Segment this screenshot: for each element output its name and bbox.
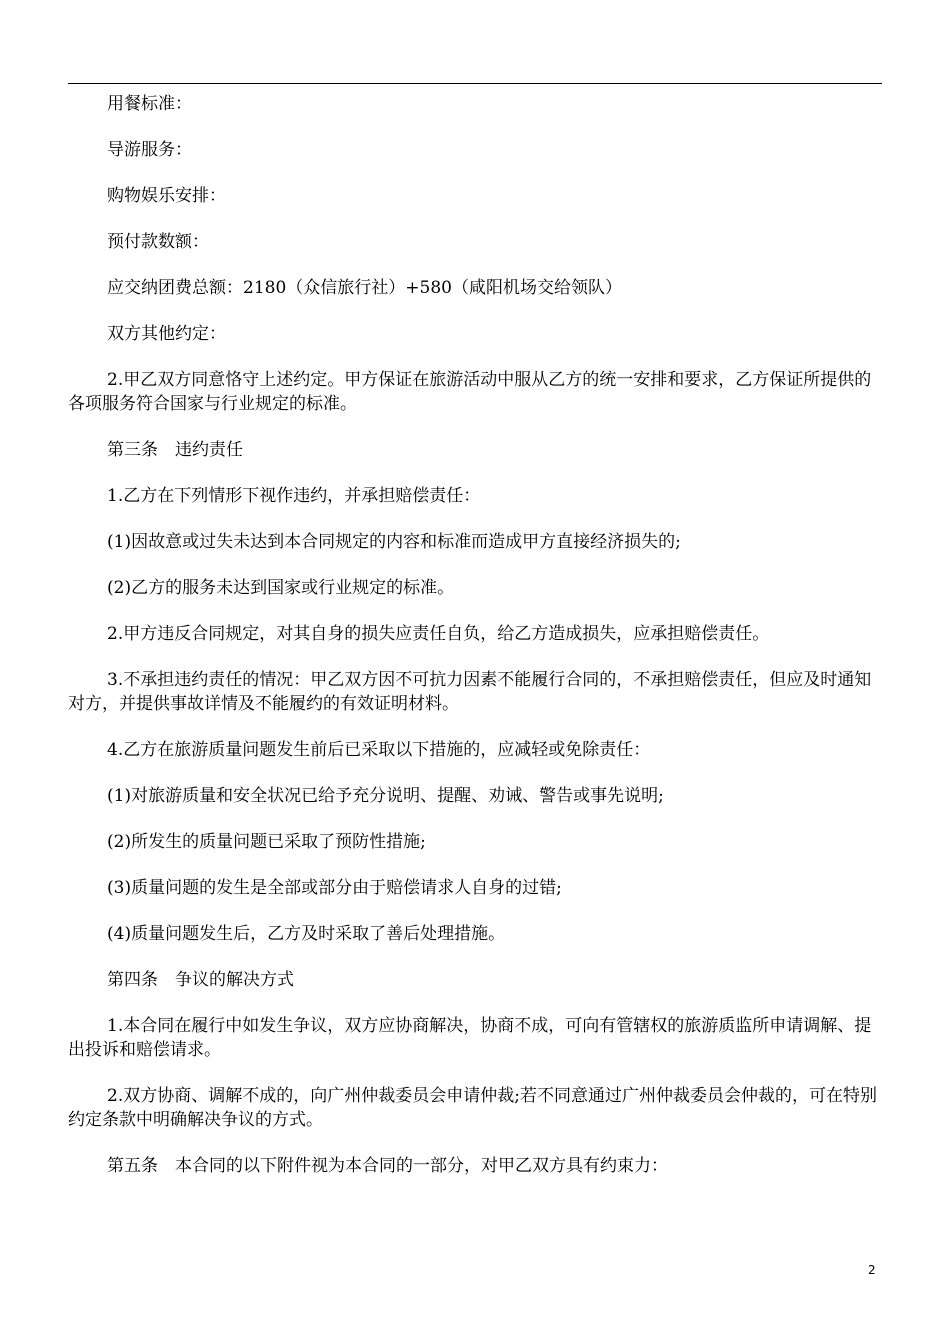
- paragraph-guide-service: 导游服务：: [107, 140, 192, 160]
- section-heading-article-4: 第四条 争议的解决方式: [107, 970, 294, 990]
- document-body: [68, 92, 883, 1200]
- paragraph-breach-4: 4.乙方在旅游质量问题发生前后已采取以下措施的，应减轻或免除责任：: [107, 740, 651, 760]
- paragraph-breach-3: 3.不承担违约责任的情况：甲乙双方因不可抗力因素不能履行合同的，不承担赔偿责任，但应及时通知对方，并提供事故详情及不能履约的有效证明材料。: [68, 670, 872, 714]
- paragraph-total-fee: 应交纳团费总额：2180（众信旅行社）+580（咸阳机场交给领队）: [107, 278, 622, 298]
- paragraph-clause-2-compliance: 2.甲乙双方同意恪守上述约定。甲方保证在旅游活动中服从乙方的统一安排和要求，乙方保证所提供的各项服务符合国家与行业规定的标准。: [68, 370, 872, 414]
- section-heading-article-5: 第五条 本合同的以下附件视为本合同的一部分，对甲乙双方具有约束力：: [107, 1156, 668, 1176]
- paragraph-breach-4-item-3: (3)质量问题的发生是全部或部分由于赔偿请求人自身的过错;: [107, 878, 562, 898]
- paragraph-dispute-2: 2.双方协商、调解不成的，向广州仲裁委员会申请仲裁;若不同意通过广州仲裁委员会仲裁的，可在特别约定条款中明确解决争议的方式。: [68, 1086, 877, 1130]
- paragraph-breach-1: 1.乙方在下列情形下视作违约，并承担赔偿责任：: [107, 486, 481, 506]
- paragraph-breach-1-item-2: (2)乙方的服务未达到国家或行业规定的标准。: [107, 578, 455, 598]
- paragraph-breach-1-item-1: (1)因故意或过失未达到本合同规定的内容和标准而造成甲方直接经济损失的;: [107, 532, 681, 552]
- paragraph-meal-standard: 用餐标准：: [107, 94, 192, 114]
- paragraph-prepayment: 预付款数额：: [107, 232, 209, 252]
- paragraph-other-agreements: 双方其他约定：: [107, 324, 226, 344]
- paragraph-dispute-1: 1.本合同在履行中如发生争议，双方应协商解决，协商不成，可向有管辖权的旅游质监所申请调解、提出投诉和赔偿请求。: [68, 1016, 872, 1060]
- paragraph-breach-4-item-1: (1)对旅游质量和安全状况已给予充分说明、提醒、劝诫、警告或事先说明;: [107, 786, 664, 806]
- paragraph-breach-2: 2.甲方违反合同规定，对其自身的损失应责任自负，给乙方造成损失，应承担赔偿责任。: [107, 624, 770, 644]
- paragraph-breach-4-item-4: (4)质量问题发生后，乙方及时采取了善后处理措施。: [107, 924, 506, 944]
- header-rule: [68, 83, 882, 84]
- paragraph-breach-4-item-2: (2)所发生的质量问题已采取了预防性措施;: [107, 832, 426, 852]
- paragraph-shopping-entertainment: 购物娱乐安排：: [107, 186, 226, 206]
- page-number: 2: [868, 1263, 876, 1277]
- section-heading-article-3: 第三条 违约责任: [107, 440, 243, 460]
